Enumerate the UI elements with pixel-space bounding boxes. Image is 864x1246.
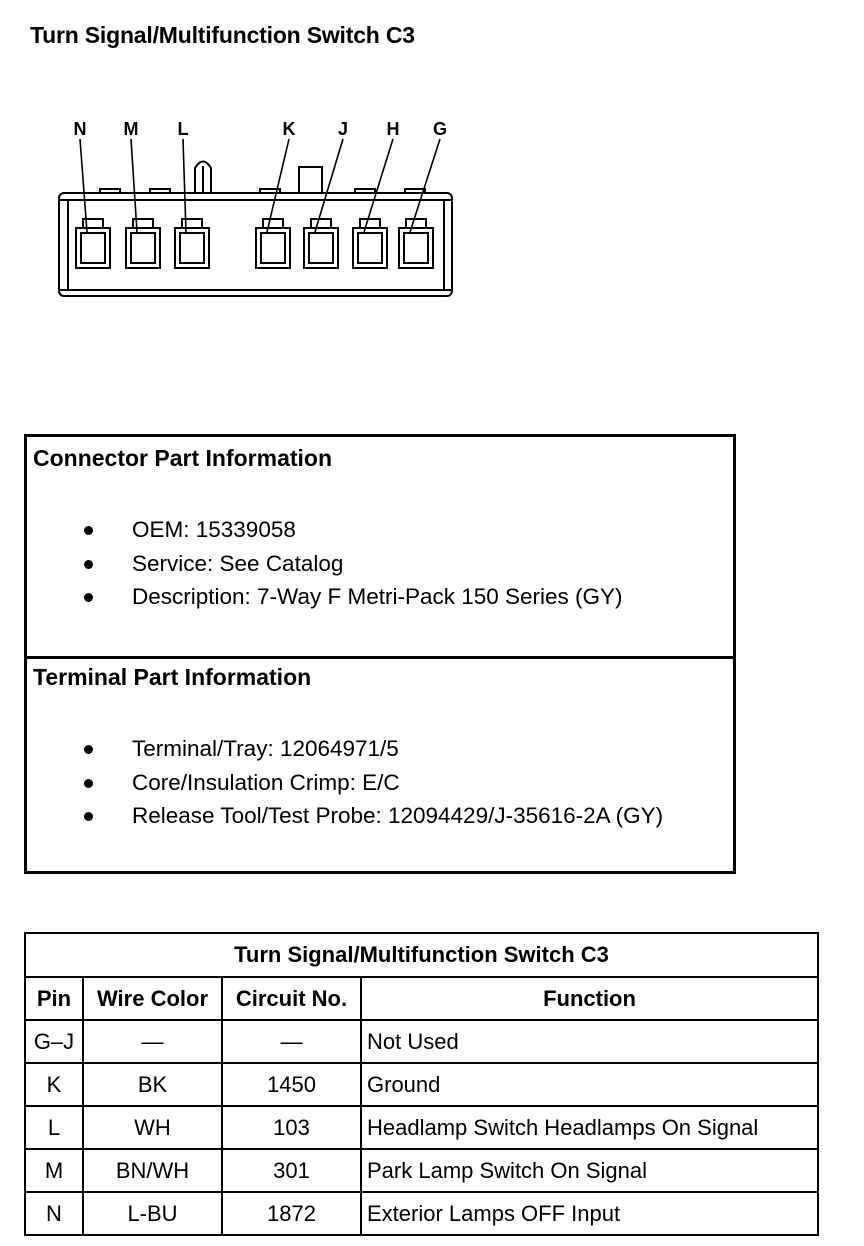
function-cell: Headlamp Switch Headlamps On Signal [361,1106,818,1149]
pin-cell: K [25,1063,83,1106]
pin-cell: L [25,1106,83,1149]
pin-label-N: N [73,119,87,139]
cavity-G [399,219,433,268]
table-row [25,1192,818,1235]
table-row [25,1106,818,1149]
list-item-text: Release Tool/Test Probe: 12094429/J-35616-2A (GY) [132,803,664,828]
circuit-cell: 1450 [222,1063,361,1106]
circuit-cell: 1872 [222,1192,361,1235]
function-cell: Park Lamp Switch On Signal [361,1149,818,1192]
connector-part-heading: Connector Part Information [33,445,333,471]
bullet-icon [84,593,93,602]
list-item [27,803,663,837]
circuit-cell: 103 [222,1106,361,1149]
table-header-row [25,977,818,1020]
list-item-text: Description: 7-Way F Metri-Pack 150 Series (GY) [132,584,623,609]
column-header: Pin [25,977,83,1020]
function-cell: Not Used [361,1020,818,1063]
wire-color-cell: L-BU [83,1192,222,1235]
bullet-icon [84,745,93,754]
list-item-text: Service: See Catalog [132,550,344,576]
cavity-K [256,219,290,268]
terminal-part-section [27,659,733,874]
table-row [25,1149,818,1192]
pin-cell: M [25,1149,83,1192]
list-item [27,551,623,585]
list-item [27,517,623,551]
cavity-M [126,219,160,268]
wire-color-cell: BN/WH [83,1149,222,1192]
key-post [299,167,322,193]
circuit-cell: 301 [222,1149,361,1192]
pin-label-G: G [432,119,448,139]
table-row [25,1020,818,1063]
bullet-icon [84,560,93,569]
page-title: Turn Signal/Multifunction Switch C3 [30,22,415,48]
part-info-box [24,434,736,874]
column-header: Wire Color [83,977,222,1020]
pin-label-M: M [123,119,139,139]
bullet-icon [84,779,93,788]
list-item [27,770,663,804]
connector-diagram [0,100,500,310]
bullet-icon [84,812,93,821]
list-item-text: OEM: 15339058 [132,517,296,542]
cavity-J [304,219,338,268]
wire-color-cell: — [83,1020,222,1063]
pin-cell: N [25,1192,83,1235]
pin-label-H: H [386,119,400,139]
function-cell: Ground [361,1063,818,1106]
pin-label-L: L [177,119,189,139]
pin-cell: G–J [25,1020,83,1063]
cavity-H [353,219,387,268]
pin-table [24,932,819,1236]
cavity-L [175,219,209,268]
table-row [25,1063,818,1106]
list-item-text: Terminal/Tray: 12064971/5 [132,736,399,761]
connector-part-list [27,517,623,618]
function-cell: Exterior Lamps OFF Input [361,1192,818,1235]
circuit-cell: — [222,1020,361,1063]
wire-color-cell: BK [83,1063,222,1106]
list-item [27,736,663,770]
pin-label-K: K [282,119,296,139]
list-item [27,584,623,618]
wire-color-cell: WH [83,1106,222,1149]
table-caption: Turn Signal/Multifunction Switch C3 [25,933,818,977]
bullet-icon [84,526,93,535]
terminal-part-list [27,736,663,837]
connector-part-section [27,437,733,656]
pin-label-J: J [337,119,349,139]
column-header: Circuit No. [222,977,361,1020]
column-header: Function [361,977,818,1020]
cavity-N [76,219,110,268]
list-item-text: Core/Insulation Crimp: E/C [132,769,400,795]
terminal-part-heading: Terminal Part Information [33,664,312,690]
